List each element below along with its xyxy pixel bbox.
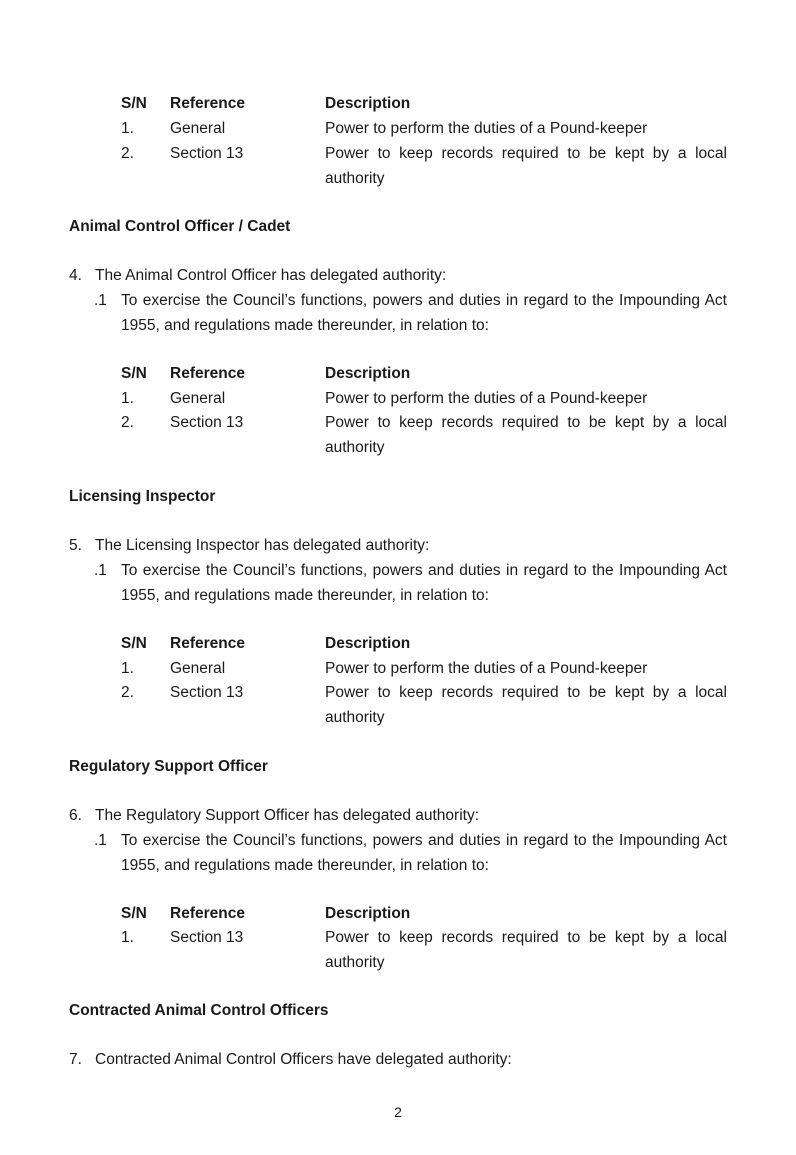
table-cell-sn: 1. bbox=[121, 929, 134, 946]
section-heading: Contracted Animal Control Officers bbox=[69, 1002, 329, 1019]
table-header-description: Description bbox=[325, 365, 411, 382]
table-header-reference: Reference bbox=[170, 95, 245, 112]
subparagraph-text: To exercise the Council’s functions, powers and duties in regard to the Impounding Act 1955, and regulations made thereunder, in relation to: bbox=[121, 292, 727, 334]
table-header-sn: S/N bbox=[121, 635, 147, 652]
table-cell-reference: General bbox=[170, 390, 226, 407]
table-header-sn: S/N bbox=[121, 905, 147, 922]
table-header-description: Description bbox=[325, 95, 411, 112]
paragraph-text: The Licensing Inspector has delegated authority: bbox=[95, 537, 430, 554]
table-header-sn: S/N bbox=[121, 95, 147, 112]
section-heading: Animal Control Officer / Cadet bbox=[69, 218, 291, 235]
table-cell-description: Power to keep records required to be kept by a local authority bbox=[325, 414, 727, 456]
table-header-reference: Reference bbox=[170, 635, 245, 652]
paragraph-number: 4. bbox=[69, 267, 82, 284]
table-header-reference: Reference bbox=[170, 365, 245, 382]
subparagraph-number: .1 bbox=[94, 832, 107, 849]
table-cell-sn: 2. bbox=[121, 414, 134, 431]
table-cell-description: Power to perform the duties of a Pound-keeper bbox=[325, 120, 648, 137]
table-cell-description: Power to keep records required to be kept by a local authority bbox=[325, 929, 727, 971]
table-cell-sn: 1. bbox=[121, 390, 134, 407]
table-cell-description: Power to perform the duties of a Pound-keeper bbox=[325, 660, 648, 677]
subparagraph-text: To exercise the Council’s functions, powers and duties in regard to the Impounding Act 1955, and regulations made thereunder, in relation to: bbox=[121, 832, 727, 874]
table-cell-reference: Section 13 bbox=[170, 929, 244, 946]
table-cell-description: Power to perform the duties of a Pound-keeper bbox=[325, 390, 648, 407]
paragraph-text: The Animal Control Officer has delegated authority: bbox=[95, 267, 447, 284]
table-header-sn: S/N bbox=[121, 365, 147, 382]
paragraph-number: 6. bbox=[69, 807, 82, 824]
subparagraph-number: .1 bbox=[94, 562, 107, 579]
section-heading: Licensing Inspector bbox=[69, 488, 216, 505]
table-header-reference: Reference bbox=[170, 905, 245, 922]
table-cell-sn: 1. bbox=[121, 120, 134, 137]
table-cell-reference: General bbox=[170, 660, 226, 677]
table-cell-sn: 2. bbox=[121, 145, 134, 162]
table-cell-reference: Section 13 bbox=[170, 684, 244, 701]
page-number: 2 bbox=[394, 1104, 402, 1120]
paragraph-number: 7. bbox=[69, 1051, 82, 1068]
table-cell-reference: Section 13 bbox=[170, 414, 244, 431]
table-cell-reference: General bbox=[170, 120, 226, 137]
paragraph-number: 5. bbox=[69, 537, 82, 554]
section-heading: Regulatory Support Officer bbox=[69, 758, 268, 775]
subparagraph-number: .1 bbox=[94, 292, 107, 309]
paragraph-text: Contracted Animal Control Officers have delegated authority: bbox=[95, 1051, 512, 1068]
paragraph-text: The Regulatory Support Officer has delegated authority: bbox=[95, 807, 479, 824]
table-header-description: Description bbox=[325, 635, 411, 652]
table-header-description: Description bbox=[325, 905, 411, 922]
table-cell-reference: Section 13 bbox=[170, 145, 244, 162]
table-cell-description: Power to keep records required to be kept by a local authority bbox=[325, 145, 727, 187]
table-cell-sn: 1. bbox=[121, 660, 134, 677]
table-cell-description: Power to keep records required to be kept by a local authority bbox=[325, 684, 727, 726]
subparagraph-text: To exercise the Council’s functions, powers and duties in regard to the Impounding Act 1955, and regulations made thereunder, in relation to: bbox=[121, 562, 727, 604]
table-cell-sn: 2. bbox=[121, 684, 134, 701]
